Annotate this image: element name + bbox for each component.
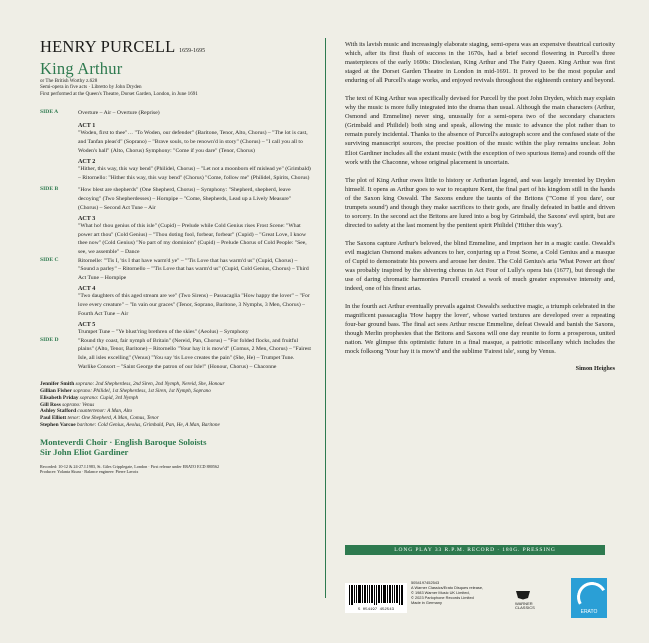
warner-shield-icon <box>515 590 531 600</box>
credit-line: Producer: Yolanta Skura · Balance engineer: Pierre Lavoix <box>40 469 139 475</box>
singer-role: tenor: One Shepherd, A Man, Comus, Tenor <box>67 415 159 422</box>
erato-logo <box>571 578 607 618</box>
ensemble-line: Monteverdi Choir · English Baroque Soloists <box>40 436 207 447</box>
essay-paragraph: The plot of King Arthur owes little to history or Arthurian legend, and was largely invented by Dryden himself. It opens as Arthur goes to war to recapture Kent, the final part of his kingdom still in the hands of the Saxon king Oswald. The Saxons endure the taunts of the Britons ("'Come if you dare', our trumpets sound') and though they make sacrifices to their gods, are finally defeated in battle and driven to sorcery. In the second act the Britons are lured into a bog by Grimbald, the Saxons' evil spirit, but are directed to safety at the last moment by the penitent spirit Philidel ('Hither this way'). <box>345 176 615 229</box>
essay-paragraph: The text of King Arthur was specifically devised for Purcell by the poet John Dryden, which may explain why the music is more fully integrated into the drama than usual. Although the main characters (Arthur, Osmond and Emmeline) never sing, unusually for a semi-opera two of the secondary characters (Grimbald and Philidel) both sing and speak, allowing the music to advance the plot rather than to remain purely incidental. Thanks to the absence of Purcell's autograph score and the confused state of the surviving manuscript sources, the precise position of the music within the play remains unclear. John Eliot Gardiner includes all the extant music (with the exception of two spurious items) and rounds off the work with the Chaconne, whose original placement is uncertain. <box>345 95 615 166</box>
column-divider <box>325 38 326 598</box>
singer-role: soprano: Cupid, 3rd Nymph <box>79 394 139 401</box>
act-4-text: "Two daughters of this aged stream are we" (Two Sirens) – Passacaglia "How happy the lover" – "For love every creature" – "In vain our graces" (Tenor, Soprano, Baritone, 3 Nymphs, 3 Men, Chorus) – Fourth Act Tune – Air <box>78 293 310 317</box>
essay-paragraph: The Saxons capture Arthur's beloved, the blind Emmeline, and imprison her in a magic castle. Oswald's evil magician Osmond makes advances to her, conjuring up a Frost Scene, a Cold Genius and a masque of Cupid to demonstrate his powers and arouse her desire. The Cold Genius's aria 'What Power art thou' was probably inspired by the shivering chorus in Act Four of Lully's opera Isis (1677), but through the use of daring chromatic harmonies Purcell created a work of much greater expressive intensity and, indeed, one of his finest arias. <box>345 239 615 293</box>
singer-name: Gillian Fisher <box>40 387 72 394</box>
label-logos <box>513 578 613 620</box>
act-2-title: ACT 2 <box>78 159 96 166</box>
singer-name: Gill Ross <box>40 401 61 408</box>
side-c-row <box>40 257 312 283</box>
barcode-bars <box>345 583 407 607</box>
cast-entry <box>40 395 312 402</box>
side-b-text: "How blest are shepherds" (One Shepherd, Chorus) – Symphony: "Shepherd, shepherd, leave decoying" (Two Shepherdesses) – Hornpipe – "Come, Shepherds, Lead up a Lively Measure" (Chorus) – Second Act Tune – Air <box>78 187 292 211</box>
warner-logo-text: WARNER CLASSICS <box>515 600 535 610</box>
side-b-row <box>40 186 312 212</box>
side-b-label: SIDE B <box>40 186 59 193</box>
legal-line: Made in Germany <box>411 600 442 605</box>
singer-name: Elisabeth Priday <box>40 394 79 401</box>
composer-name: HENRY PURCELL <box>40 37 175 56</box>
act-3-text: "What ho! thou genius of this isle" (Cupid) – Prelude while Cold Genius rises Frost Scene: "What power art thou" (Cold Genius) – "Thou doting fool, forbear, forbear" (Cupid) – "Great Love, I know thee now" (Cold Genius) "No part of my dominion" (Cupid) – Prelude Chorus of Cold People: "See, see, we assemble" – Dance <box>78 223 307 256</box>
composer-dates: 1659-1695 <box>179 48 206 54</box>
cast-entry <box>40 415 312 422</box>
side-c-label: SIDE C <box>40 256 59 263</box>
singer-name: Stephen Varcoe <box>40 421 76 428</box>
singer-name: Jennifer Smith <box>40 381 75 388</box>
conductor-line: Sir John Eliot Gardiner <box>40 447 129 458</box>
side-a-row <box>40 109 312 118</box>
composer-heading <box>40 38 312 60</box>
act-4-title: ACT 4 <box>78 286 96 293</box>
singer-role: soprano: 2nd Shepherdess, 2nd Siren, 2nd Nymph, Nereid, She, Honour <box>75 381 225 388</box>
ensembles <box>40 437 312 458</box>
format-banner: LONG PLAY 33 R.P.M. RECORD · 180G. PRESSING <box>345 545 605 555</box>
barcode-digits: 5 054197 452543 <box>357 608 394 612</box>
cast-entry <box>40 422 312 429</box>
singer-role: baritone: Cold Genius, Aeolus, Grimbald, Pan, He, A Man, Baritone <box>77 421 220 428</box>
subtitle-line: Semi-opera in five acts · Libretto by John Dryden <box>40 84 142 91</box>
essay-column <box>345 40 615 372</box>
legal-line: © 2023 Parlophone Records Limited <box>411 595 474 600</box>
legal-line: A Warner Classics/Erato Disques release, <box>411 585 484 590</box>
cast-entry <box>40 408 312 415</box>
singer-name: Paul Elliott <box>40 415 67 422</box>
singer-role: soprano: Venus <box>62 401 95 408</box>
act-5-text: Trumpet Tune – "Ye blust'ring brethren of the skies" (Aeolus) – Symphony <box>78 329 249 336</box>
subtitle-line: or The British Worthy z.628 <box>40 78 98 84</box>
cast-entry <box>40 402 312 409</box>
side-d-text: "Round thy coast, fair nymph of Britain" (Nereid, Pan, Chorus) – "For folded flocks, and fruitful plains" (Alto, Tenor, Baritone) – Ritornello "Your hay it is mow'd" (Comus, 2 Men, Chorus) – "Fairest Isle, all isles excelling" (Venus) "You say 'tis Love creates the pain" (She, He) – Trumpet Tune. Warlike Consort – "Saint George the patron of our Isle!" (Honour, Chorus) – Chaconne <box>78 337 312 370</box>
tracklist-column <box>40 38 312 475</box>
essay-paragraph: In the fourth act Arthur eventually prevails against Oswald's seductive magic, a triumph celebrated in the magnificent passacaglia 'How happy the lover', whose varied textures are developed over a repeating four-bar ground bass. The final act sees Arthur rescue Emmeline, defeat Oswald and banish the Saxons, though Merlin prophesies that the Britons and Saxons will one day reunite to form a prosperous, united nation. We glimpse this optimistic future in a final masque, a patriotic miscellany which includes the mock folksong 'Your hay it is mow'd' and the sublime 'Fairest isle', sung by Venus. <box>345 303 615 356</box>
singer-role: countertenor: A Man, Alto <box>77 408 133 415</box>
barcode <box>345 583 407 613</box>
cast-list <box>40 381 312 429</box>
side-d-row <box>40 337 312 371</box>
act-1-text: "Woden, first to thee"… "To Woden, our defender" (Baritone, Tenor, Alto, Chorus) – "The lot is cast, and Tanfan pleas'd" (Soprano) – "Brave souls, to be renown'd in story" (Chorus) – "I call you all to Woden's hall" (Alto, Chorus) Symphony: "Come if you dare" (Tenor, Chorus) <box>78 130 308 154</box>
warner-classics-logo <box>515 590 545 610</box>
cast-entry <box>40 388 312 395</box>
credit-line: Recorded: 10-12 & 24-27.I.1983, St. Giles Cripplegate, London · First release under ERATO ECD 880562 <box>40 463 220 469</box>
side-a-label: SIDE A <box>40 108 59 115</box>
subtitle-line: First performed at the Queen's Theatre, Dorset Garden, London, in June 1691 <box>40 90 198 97</box>
legal-line: 5054197452543 <box>411 580 440 585</box>
work-title: King Arthur <box>40 59 123 78</box>
essay-paragraph: With its lavish music and increasingly elaborate staging, semi-opera was an expensive theatrical curiosity which, after its first flush of success in the 1670s, had a brief second flowering in Purcell's three masterpieces of the early 1690s: Dioclesian, King Arthur and The Fairy Queen. King Arthur was first staged at the Dorset Garden Theatre in London in mid-1691. It proved to be the most popular and enduring of all Purcell's stage works, and enjoyed revivals throughout the eighteenth century and beyond. <box>345 41 615 85</box>
act-1-title: ACT 1 <box>78 123 96 130</box>
act-2-text: "Hither, this way, this way bend" (Philidel, Chorus) – "Let not a moonborn elf mislead ye" (Grimbald) – Ritornello: "Hither this way, this way bend" (Chorus) "Come, follow me" (Philidel, Spirits, Chorus) <box>78 166 311 181</box>
erato-logo-text: ERATO <box>580 609 598 615</box>
side-d-label: SIDE D <box>40 336 59 343</box>
legal-line: © 1983 Warner Music UK Limited, <box>411 590 470 595</box>
act-3-title: ACT 3 <box>78 216 96 223</box>
singer-name: Ashley Stafford <box>40 408 77 415</box>
side-c-text: Ritornelle: "'Tis I, 'tis I that have warm'd ye" – "'Tis Love that has warm'd us" (Cupid, Chorus) – "Sound a parley" – Ritornello – "'Tis Love that has warm'd us" (Cupid, Cold Genius, Chorus) – Third Act Tune – Hornpipe <box>78 257 309 281</box>
recording-credits <box>40 464 312 475</box>
act-5-title: ACT 5 <box>78 322 96 329</box>
legal-notice <box>411 580 511 605</box>
singer-role: soprano: Philidel, 1st Shepherdess, 1st Siren, 1st Nymph, Soprano <box>73 387 211 394</box>
side-a-text: Overture – Air – Overture (Reprise) <box>78 109 160 116</box>
cast-entry <box>40 381 312 388</box>
essay-author: Simon Heighes <box>575 365 615 373</box>
